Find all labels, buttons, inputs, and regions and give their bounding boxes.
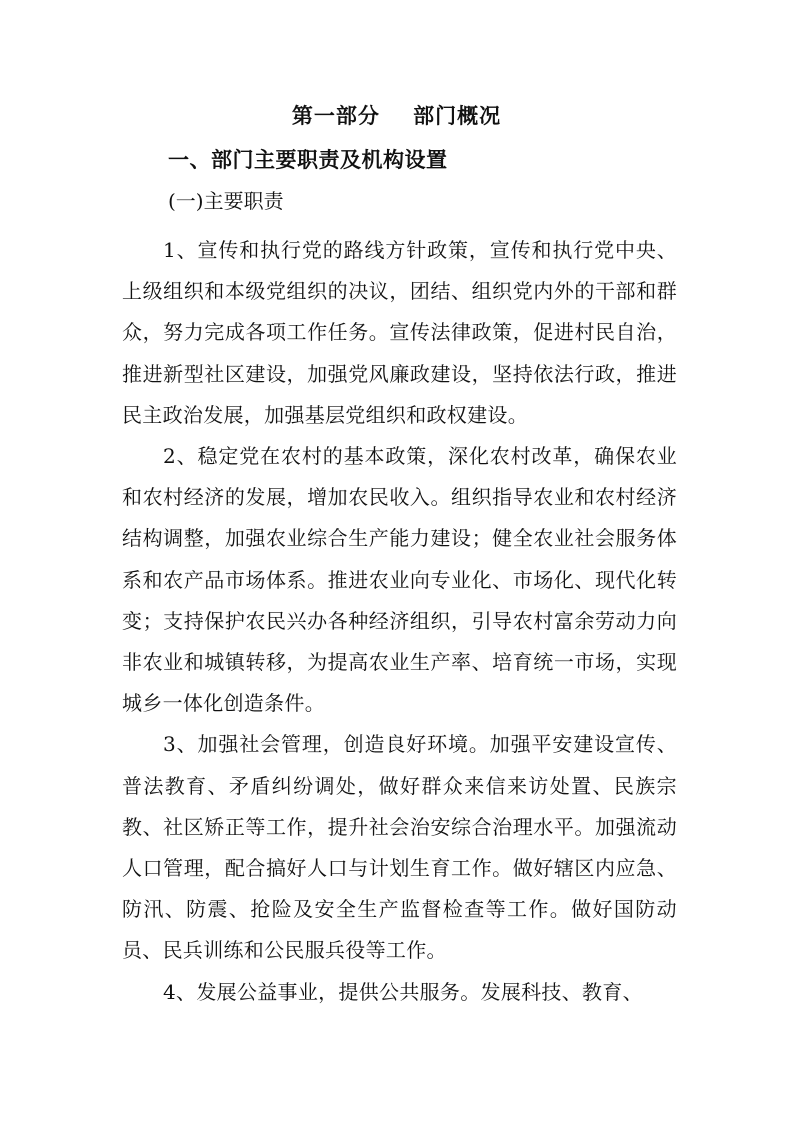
section-heading: 一、部门主要职责及机构设置 xyxy=(168,148,448,172)
body-text xyxy=(122,230,677,1013)
paragraph-2: 2、稳定党在农村的基本政策，深化农村改革，确保农业和农村经济的发展，增加农民收入。组织指导农业和农村经济结构调整，加强农业综合生产能力建设；健全农业社会服务体系和农产品市场体系。推进农业向专业化、市场化、现代化转变；支持保护农民兴办各种经济组织，引导农村富余劳动力向非农业和城镇转移，为提高农业生产率、培育统一市场，实现城乡一体化创造条件。 xyxy=(122,444,677,716)
paragraph-3: 3、加强社会管理，创造良好环境。加强平安建设宣传、普法教育、矛盾纠纷调处，做好群众来信来访处置、民族宗教、社区矫正等工作，提升社会治安综合治理水平。加强流动人口管理，配合搞好人口与计划生育工作。做好辖区内应急、防汛、防震、抢险及安全生产监督检查等工作。做好国防动员、民兵训练和公民服兵役等工作。 xyxy=(122,732,677,963)
document-title: 第一部分 部门概况 xyxy=(291,104,502,128)
paragraph-4: 4、发展公益事业，提供公共服务。发展科技、教育、 xyxy=(163,979,643,1004)
subheading-main-duties: (一)主要职责 xyxy=(168,189,284,213)
paragraph-1: 1、宣传和执行党的路线方针政策，宣传和执行党中央、上级组织和本级党组织的决议，团结、组织党内外的干部和群众，努力完成各项工作任务。宣传法律政策，促进村民自治，推进新型社区建设，加强党风廉政建设，坚持依法行政，推进民主政治发展，加强基层党组织和政权建设。 xyxy=(122,238,677,427)
